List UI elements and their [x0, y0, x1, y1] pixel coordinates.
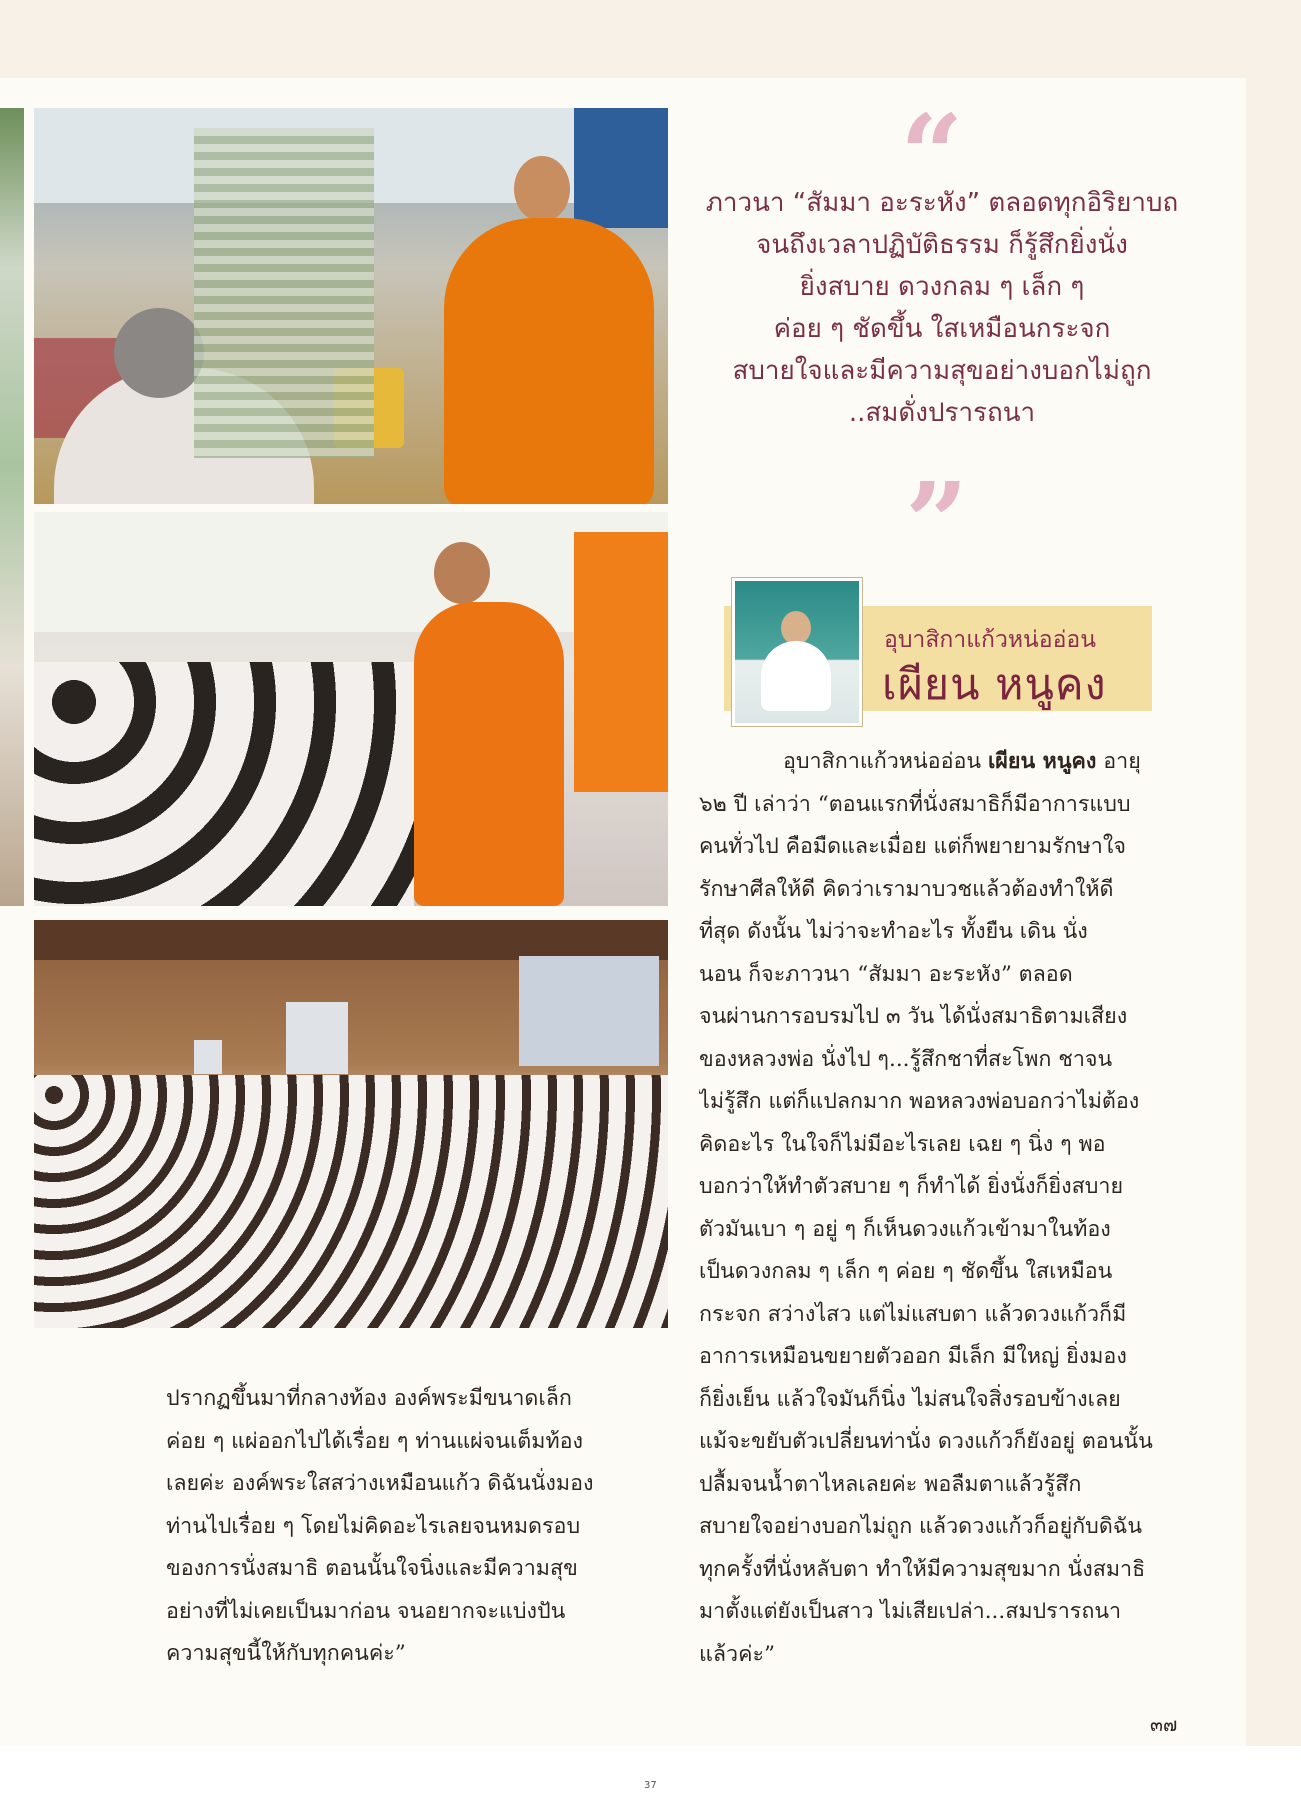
right-column-first-line — [699, 741, 1179, 784]
right-column-line: จนผ่านการอบรมไป ๓ วัน ได้นั่งสมาธิตามเสียง — [699, 1004, 1128, 1029]
profile-photo-body — [761, 641, 831, 711]
left-column-line: ของการนั่งสมาธิ ตอนนั้นใจนิ่งและมีความสุข — [166, 1556, 578, 1581]
right-column-line: ตัวมันเบา ๆ อยู่ ๆ ก็เห็นดวงแก้วเข้ามาในท้อง — [699, 1216, 1111, 1242]
photo-1-monk-robe — [444, 218, 654, 504]
left-column-line: อย่างที่ไม่เคยเป็นมาก่อน จนอยากจะแบ่งปัน — [166, 1598, 566, 1624]
right-column-line: ของหลวงพ่อ นั่งไป ๆ...รู้สึกชาที่สะโพก ชาจน — [699, 1046, 1113, 1072]
photo-2-background — [34, 512, 668, 632]
photo-monk-blessing — [34, 108, 668, 504]
right-column-line: ที่สุด ดังนั้น ไม่ว่าจะทำอะไร ทั้งยืน เดิน นั่ง — [699, 919, 1088, 944]
photo-1-banner — [574, 108, 668, 228]
left-column-line: ความสุขนี้ให้กับทุกคนค่ะ” — [166, 1641, 406, 1666]
photo-alms-offering — [34, 512, 668, 906]
right-column-line: คนทั่วไป คือมืดและเมื่อย แต่ก็พยายามรักษาใจ — [699, 834, 1126, 859]
left-column-line: ค่อย ๆ แผ่ออกไปได้เรื่อย ๆ ท่านแผ่จนเต็มท้อง — [166, 1428, 584, 1454]
page-number: 37 — [644, 1780, 657, 1791]
right-column-line: บอกว่าให้ทำตัวสบาย ๆ ก็ทำได้ ยิ่งนั่งก็ยิ่งสบาย — [699, 1174, 1124, 1199]
photo-2-monk-robe — [414, 602, 564, 906]
photo-2-monks-row — [574, 532, 668, 792]
right-column-text — [699, 741, 1179, 1676]
bottom-margin — [0, 1746, 1301, 1800]
photo-3-screen-left — [194, 1040, 222, 1074]
right-column-line: เป็นดวงกลม ๆ เล็ก ๆ ค่อย ๆ ชัดขึ้น ใสเหมือน — [699, 1259, 1113, 1284]
pull-quote-line: ภาวนา “สัมมา อะระหัง” ตลอดทุกอิริยาบถ — [705, 188, 1179, 218]
photo-3-screen-right — [519, 956, 659, 1066]
profile-photo-face — [781, 611, 811, 645]
pull-quote-line: ..สมดั่งปรารถนา — [848, 398, 1036, 428]
right-column-line: แล้วค่ะ” — [699, 1641, 776, 1667]
right-column-line: ก็ยิ่งเย็น แล้วใจมันก็นิ่ง ไม่สนใจสิ่งรอบข้างเลย — [699, 1386, 1121, 1412]
right-column-line: แม้จะขยับตัวเปลี่ยนท่านั่ง ดวงแก้วก็ยังอยู่ ตอนนั้น — [699, 1429, 1153, 1454]
right-column-line: รักษาศีลให้ดี คิดว่าเรามาบวชแล้วต้องทำให้ดี — [699, 876, 1114, 902]
photo-3-screen-center — [286, 1002, 348, 1074]
pull-quote-line: ยิ่งสบาย ดวงกลม ๆ เล็ก ๆ — [799, 272, 1085, 302]
first-line-prefix: อุบาสิกาแก้วหน่ออ่อน — [783, 749, 988, 774]
quote-open-mark: “ — [900, 90, 964, 219]
left-column-text — [166, 1378, 648, 1676]
right-column-line: สบายใจอย่างบอกไม่ถูก แล้วดวงแก้วก็อยู่กับดิฉัน — [699, 1514, 1143, 1539]
first-line-suffix: อายุ — [1096, 749, 1141, 774]
right-column-line: ๖๒ ปี เล่าว่า “ตอนแรกที่นั่งสมาธิก็มีอาการแบบ — [699, 791, 1131, 817]
right-column-line: ปลื้มจนน้ำตาไหลเลยค่ะ พอลืมตาแล้วรู้สึก — [699, 1471, 1082, 1497]
profile-photo — [732, 578, 862, 726]
photo-2-monk-head — [434, 542, 490, 604]
profile-title: อุบาสิกาแก้วหน่ออ่อน — [884, 627, 1096, 653]
quote-close-mark: ” — [905, 458, 969, 587]
photo-1-woman-head — [114, 308, 204, 398]
adjacent-page-photo-edge — [0, 108, 24, 906]
pull-quote-line: จนถึงเวลาปฏิบัติธรรม ก็รู้สึกยิ่งนั่ง — [756, 230, 1128, 260]
profile-name: เผียน หนูคง — [882, 660, 1107, 710]
pull-quote-line: สบายใจและมีความสุขอย่างบอกไม่ถูก — [732, 356, 1152, 386]
right-column-line: มาตั้งแต่ยังเป็นสาว ไม่เสียเปล่า...สมปรารถนา — [699, 1599, 1122, 1624]
photo-1-monk-head — [514, 156, 570, 222]
photo-2-crowd — [34, 662, 414, 906]
left-column-line: ท่านไปเรื่อย ๆ โดยไม่คิดอะไรเลยจนหมดรอบ — [166, 1513, 581, 1539]
first-line-name: เผียน หนูคง — [987, 749, 1097, 774]
left-column-line: ปรากฏขึ้นมาที่กลางท้อง องค์พระมีขนาดเล็ก — [166, 1386, 572, 1411]
photo-3-ceiling — [34, 920, 668, 960]
left-column-line: เลยค่ะ องค์พระใสสว่างเหมือนแก้ว ดิฉันนั่งมอง — [166, 1471, 594, 1496]
right-column-line: อาการเหมือนขยายตัวออก มีเล็ก มีใหญ่ ยิ่งมอง — [699, 1344, 1127, 1369]
pull-quote — [690, 182, 1194, 434]
photo-3-crowd — [34, 1075, 668, 1328]
right-column-line: คิดอะไร ในใจก็ไม่มีอะไรเลย เฉย ๆ นิ่ง ๆ พอ — [699, 1131, 1106, 1157]
right-column-line: ทุกครั้งที่นั่งหลับตา ทำให้มีความสุขมาก นั่งสมาธิ — [699, 1556, 1146, 1582]
pull-quote-line: ค่อย ๆ ชัดขึ้น ใสเหมือนกระจก — [773, 314, 1111, 344]
right-column-line: กระจก สว่างไสว แต่ไม่แสบตา แล้วดวงแก้วก็มี — [699, 1301, 1127, 1327]
photo-1-money-tree — [194, 128, 374, 458]
right-column-line: ไม่รู้สึก แต่ก็แปลกมาก พอหลวงพ่อบอกว่าไม่ต้อง — [699, 1089, 1140, 1114]
photo-meditation-hall — [34, 920, 668, 1328]
page-number-thai: ๓๗ — [1150, 1714, 1178, 1736]
right-column-line: นอน ก็จะภาวนา “สัมมา อะระหัง” ตลอด — [699, 961, 1073, 987]
